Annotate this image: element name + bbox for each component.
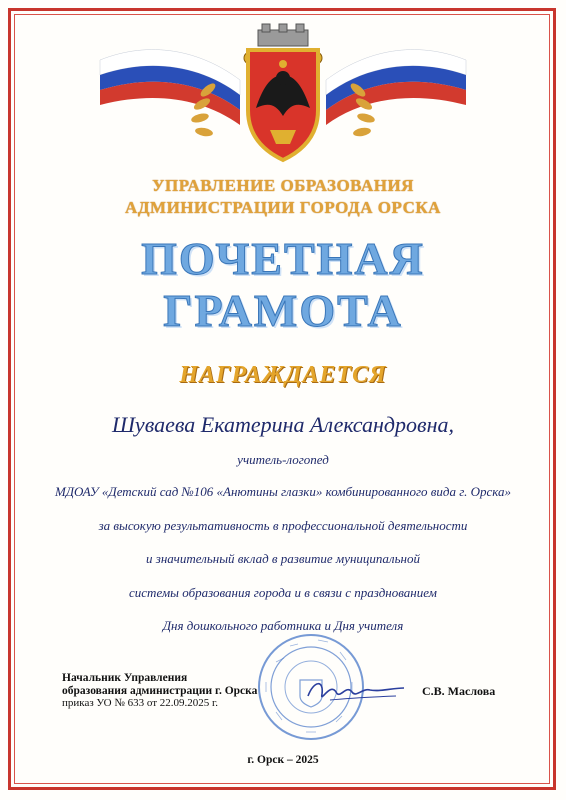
city-year: г. Орск – 2025 bbox=[247, 754, 319, 766]
awarded-label: НАГРАЖДАЕТСЯ bbox=[179, 362, 387, 388]
certificate-title-line-2: ГРАМОТА bbox=[163, 285, 403, 336]
handwritten-signature bbox=[300, 670, 410, 710]
orsk-coat-of-arms-icon bbox=[244, 24, 322, 160]
signatory-title-line-1: Начальник Управления bbox=[62, 672, 188, 684]
signatory-name: С.В. Маслова bbox=[422, 684, 496, 698]
order-reference: приказ УО № 633 от 22.09.2025 г. bbox=[62, 697, 219, 709]
russian-flag-ribbon-icon bbox=[326, 50, 466, 125]
russian-flag-ribbon-icon bbox=[100, 50, 240, 125]
reason-line-1: за высокую результативность в профессиональной деятельности bbox=[98, 518, 468, 533]
issuer-line-1: УПРАВЛЕНИЕ ОБРАЗОВАНИЯ bbox=[152, 176, 414, 195]
issuer-line-2: АДМИНИСТРАЦИИ ГОРОДА ОРСКА bbox=[125, 198, 441, 217]
coat-of-arms-emblem bbox=[90, 20, 476, 170]
recipient-organization: МДОАУ «Детский сад №106 «Анютины глазки» комбинированного вида г. Орска» bbox=[54, 484, 512, 499]
reason-line-2: и значительный вклад в развитие муниципальной bbox=[146, 551, 420, 566]
recipient-position: учитель-логопед bbox=[237, 452, 329, 467]
certificate-title-line-1: ПОЧЕТНАЯ bbox=[141, 233, 425, 284]
signatory-title-line-2: образования администрации г. Орска bbox=[62, 685, 258, 697]
recipient-name: Шуваева Екатерина Александровна, bbox=[111, 412, 455, 437]
reason-line-4: Дня дошкольного работника и Дня учителя bbox=[162, 618, 404, 633]
reason-line-3: системы образования города и в связи с празднованием bbox=[129, 585, 437, 600]
